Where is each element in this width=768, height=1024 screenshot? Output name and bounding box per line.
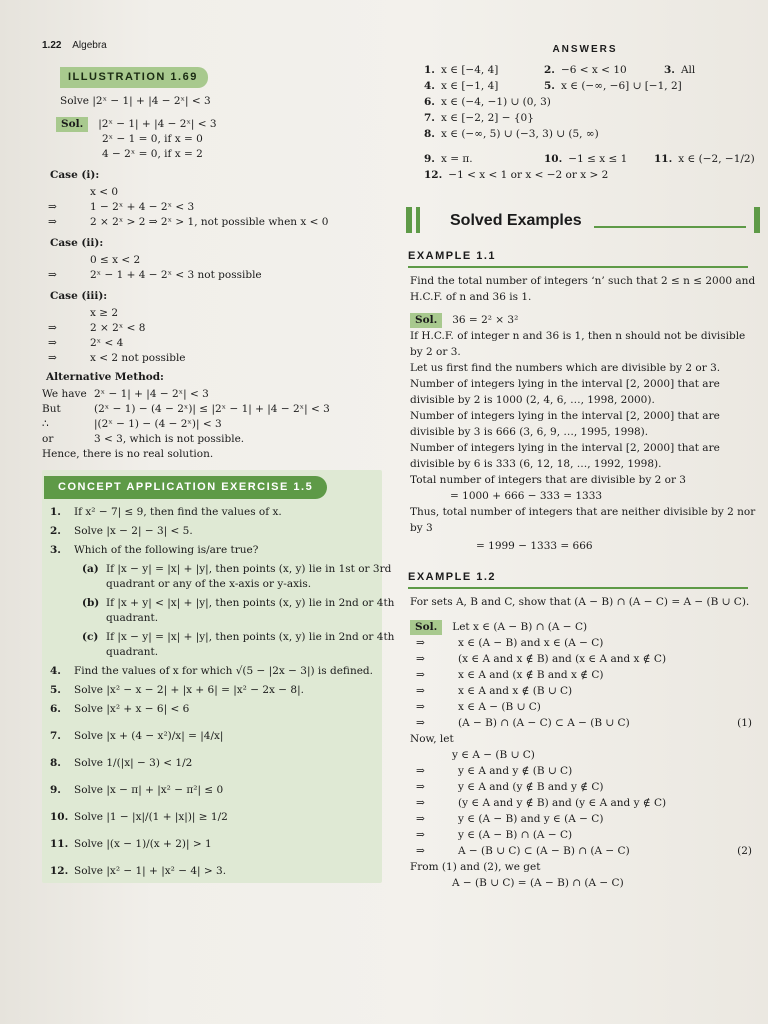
- proof-step: ⇒ x ∈ A − (B ∪ C): [410, 700, 760, 715]
- solution-line: divisible by 6 is 333 (6, 12, 18, …, 1992, 1998).: [410, 458, 662, 470]
- proof-step: ⇒ (A − B) ∩ (A − C) ⊂ A − (B ∪ C) (1): [410, 716, 760, 731]
- alt-method-label: Alternative Method:: [46, 371, 164, 383]
- header-decor: [754, 207, 760, 233]
- sol-line: |2ˣ − 1| + |4 − 2ˣ| < 3: [98, 118, 217, 130]
- calculation: = 1000 + 666 − 333 = 1333: [450, 490, 603, 502]
- answer-row: 7. x ∈ [−2, 2] − {0}: [424, 112, 534, 124]
- sol-line: 4 − 2ˣ = 0, if x = 2: [102, 148, 203, 160]
- implies-arrow: ⇒: [48, 269, 57, 281]
- exercise-item: 12. Solve |x² − 1| + |x² − 4| > 3.: [50, 865, 227, 877]
- case-label: Case (iii):: [50, 290, 108, 302]
- answers-title: ANSWERS: [552, 44, 618, 55]
- example-problem: Find the total number of integers ‘n’ such that 2 ≤ n ≤ 2000 and: [410, 275, 756, 287]
- exercise-item: 8. Solve 1/(|x| − 3) < 1/2: [50, 757, 193, 769]
- equation-tag: (1): [737, 717, 752, 729]
- header-decor: [416, 207, 420, 233]
- implies-arrow: ⇒: [416, 765, 425, 777]
- solution-line: by 3: [410, 522, 433, 534]
- exercise-subitem: (c) If |x − y| = |x| + |y|, then points (x, y) lie in 2nd or 4th quadrant.: [82, 631, 395, 658]
- implies-arrow: ⇒: [48, 201, 57, 213]
- example-label: EXAMPLE 1.2: [408, 570, 748, 589]
- concept-exercise-box: [42, 470, 395, 883]
- exercise-item: 3. Which of the following is/are true?: [50, 544, 259, 556]
- equation-tag: (2): [737, 845, 752, 857]
- sol-line: 2ˣ − 1 = 0, if x = 0: [102, 133, 203, 145]
- answer-row: 1. x ∈ [−4, 4] 2. −6 < x < 10 3. All: [424, 64, 696, 76]
- answer-row: 4. x ∈ [−1, 4] 5. x ∈ (−∞, −6] ∪ [−1, 2]: [424, 80, 682, 92]
- solution-line: Now, let: [410, 733, 454, 745]
- alt-line: or 3 < 3, which is not possible.: [42, 433, 245, 445]
- solution-line: From (1) and (2), we get: [410, 861, 541, 873]
- solution-line: divisible by 3 is 666 (3, 6, 9, …, 1995, 1998).: [410, 426, 649, 438]
- solution-first-line: [42, 117, 382, 132]
- proof-step: ⇒ y ∈ A and y ∉ (B ∪ C): [410, 764, 760, 779]
- example-problem: H.C.F. of n and 36 is 1.: [410, 291, 532, 303]
- solution-line: Sol. 36 = 2² × 3²: [410, 313, 760, 328]
- proof-step: ⇒ A − (B ∪ C) ⊂ (A − B) ∩ (A − C) (2): [410, 844, 760, 859]
- solution-line: Sol. Let x ∈ (A − B) ∩ (A − C): [410, 620, 760, 635]
- chapter-title: Algebra: [72, 40, 107, 51]
- implies-arrow: ⇒: [416, 845, 425, 857]
- answer-row: 8. x ∈ (−∞, 5) ∪ (−3, 3) ∪ (5, ∞): [424, 128, 599, 140]
- example-label: EXAMPLE 1.1: [408, 249, 748, 268]
- solution-line: divisible by 2 is 1000 (2, 4, 6, …, 1998, 2000).: [410, 394, 655, 406]
- right-column: [410, 38, 760, 892]
- left-column: [42, 38, 395, 883]
- answer-row: 9. x = π. 10. −1 ≤ x ≤ 1 11. x ∈ (−2, −1/2): [424, 153, 755, 165]
- alt-line: We have 2ˣ − 1| + |4 − 2ˣ| < 3: [42, 388, 209, 400]
- sol-label: Sol.: [56, 117, 88, 132]
- calculation: = 1999 − 1333 = 666: [476, 540, 593, 552]
- case-line: ⇒ 2ˣ − 1 + 4 − 2ˣ < 3 not possible: [42, 268, 382, 283]
- implies-arrow: ⇒: [416, 685, 425, 697]
- exercise-item: 9. Solve |x − π| + |x² − π²| ≤ 0: [50, 784, 224, 796]
- case-line: x ≥ 2: [90, 307, 119, 319]
- case-label: Case (i):: [50, 169, 100, 181]
- implies-arrow: ⇒: [416, 653, 425, 665]
- implies-arrow: ⇒: [48, 322, 57, 334]
- exercise-item: 11. Solve |(x − 1)/(x + 2)| > 1: [50, 838, 212, 850]
- proof-step: ⇒ x ∈ (A − B) and x ∈ (A − C): [410, 636, 760, 651]
- solution-line: Number of integers lying in the interval [2, 2000] that are: [410, 442, 720, 454]
- case-line: ⇒ x < 2 not possible: [42, 351, 382, 366]
- case-line: ⇒ 2 × 2ˣ > 2 ⇒ 2ˣ > 1, not possible when x < 0: [42, 215, 382, 230]
- exercise-item: 2. Solve |x − 2| − 3| < 5.: [50, 525, 193, 537]
- exercise-subitem: (b) If |x + y| < |x| + |y|, then points (x, y) lie in 2nd or 4th quadrant.: [82, 597, 395, 624]
- exercise-title: CONCEPT APPLICATION EXERCISE 1.5: [44, 476, 327, 499]
- page-number: 1.22: [42, 40, 62, 51]
- header-rule: [594, 226, 746, 228]
- proof-step: ⇒ x ∈ A and x ∉ (B ∪ C): [410, 684, 760, 699]
- implies-arrow: ⇒: [416, 797, 425, 809]
- implies-arrow: ⇒: [416, 717, 425, 729]
- solution-line: Total number of integers that are divisible by 2 or 3: [410, 474, 686, 486]
- answer-row: 12. −1 < x < 1 or x < −2 or x > 2: [424, 169, 609, 181]
- section-title: Solved Examples: [450, 211, 582, 229]
- implies-arrow: ⇒: [416, 669, 425, 681]
- example-problem: For sets A, B and C, show that (A − B) ∩ (A − C) = A − (B ∪ C).: [410, 596, 750, 608]
- exercise-item: 4. Find the values of x for which √(5 − |2x − 3|) is defined.: [50, 665, 373, 677]
- solved-examples-header: [406, 207, 760, 233]
- case-line: x < 0: [90, 186, 119, 198]
- case-line: ⇒ 1 − 2ˣ + 4 − 2ˣ < 3: [42, 200, 382, 215]
- alt-line: But (2ˣ − 1) − (4 − 2ˣ)| ≤ |2ˣ − 1| + |4 − 2ˣ| < 3: [42, 403, 330, 415]
- case-line: ⇒ 2ˣ < 4: [42, 336, 382, 351]
- exercise-item: 5. Solve |x² − x − 2| + |x + 6| = |x² − 2x − 8|.: [50, 684, 304, 696]
- implies-arrow: ⇒: [48, 216, 57, 228]
- sol-label: Sol.: [410, 313, 442, 328]
- exercise-item: 10. Solve |1 − |x|/(1 + |x|)| ≥ 1/2: [50, 811, 228, 823]
- alt-line: ∴ |(2ˣ − 1) − (4 − 2ˣ)| < 3: [42, 418, 222, 430]
- illustration-problem: Solve |2ˣ − 1| + |4 − 2ˣ| < 3: [60, 95, 211, 107]
- implies-arrow: ⇒: [416, 701, 425, 713]
- implies-arrow: ⇒: [416, 781, 425, 793]
- illustration-title: ILLUSTRATION 1.69: [60, 67, 208, 88]
- implies-arrow: ⇒: [48, 352, 57, 364]
- header-decor: [406, 207, 412, 233]
- exercise-subitem: (a) If |x − y| = |x| + |y|, then points (x, y) lie in 1st or 3rd quadrant or any of the x-axis or y-axis.: [82, 563, 392, 590]
- solution-line: Thus, total number of integers that are neither divisible by 2 nor: [410, 506, 756, 518]
- solution-line: Number of integers lying in the interval [2, 2000] that are: [410, 378, 720, 390]
- case-line: ⇒ 2 × 2ˣ < 8: [42, 321, 382, 336]
- exercise-item: 1. If x² − 7| ≤ 9, then find the values of x.: [50, 506, 282, 518]
- exercise-item: 6. Solve |x² + x − 6| < 6: [50, 703, 190, 715]
- solution-line: by 2 or 3.: [410, 346, 461, 358]
- implies-arrow: ⇒: [416, 813, 425, 825]
- proof-step: y ∈ A − (B ∪ C): [452, 749, 535, 761]
- implies-arrow: ⇒: [416, 829, 425, 841]
- running-header: [42, 38, 382, 53]
- proof-step: ⇒ (y ∈ A and y ∉ B) and (y ∈ A and y ∉ C): [410, 796, 760, 811]
- answer-row: 6. x ∈ (−4, −1) ∪ (0, 3): [424, 96, 551, 108]
- proof-step: ⇒ x ∈ A and (x ∉ B and x ∉ C): [410, 668, 760, 683]
- implies-arrow: ⇒: [416, 637, 425, 649]
- proof-step: ⇒ y ∈ (A − B) ∩ (A − C): [410, 828, 760, 843]
- case-label: Case (ii):: [50, 237, 104, 249]
- proof-step: ⇒ (x ∈ A and x ∉ B) and (x ∈ A and x ∉ C): [410, 652, 760, 667]
- proof-step: ⇒ y ∈ A and (y ∉ B and y ∉ C): [410, 780, 760, 795]
- implies-arrow: ⇒: [48, 337, 57, 349]
- conclusion: Hence, there is no real solution.: [42, 448, 214, 460]
- solution-line: Let us first find the numbers which are divisible by 2 or 3.: [410, 362, 721, 374]
- sol-label: Sol.: [410, 620, 442, 635]
- case-line: 0 ≤ x < 2: [90, 254, 141, 266]
- solution-line: Number of integers lying in the interval [2, 2000] that are: [410, 410, 720, 422]
- exercise-item: 7. Solve |x + (4 − x²)/x| = |4/x|: [50, 730, 224, 742]
- solution-line: If H.C.F. of integer n and 36 is 1, then n should not be divisible: [410, 330, 746, 342]
- final-result: A − (B ∪ C) = (A − B) ∩ (A − C): [452, 877, 624, 889]
- proof-step: ⇒ y ∈ (A − B) and y ∈ (A − C): [410, 812, 760, 827]
